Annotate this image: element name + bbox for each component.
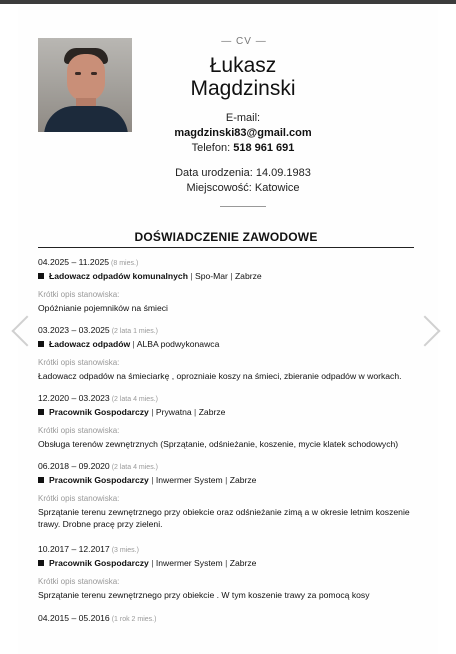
entry-dates [38, 393, 418, 403]
entry-date-range: 04.2025 – 11.2025 [38, 257, 110, 267]
entry-title: Pracownik Gospodarczy [49, 475, 149, 485]
entry-duration: (3 mies.) [111, 547, 139, 554]
cv-tag: — CV — [221, 36, 267, 47]
entry-job-line: Ładowacz odpadów | ALBA podwykonawca [38, 339, 418, 349]
last-name: Magdzinski [190, 77, 296, 100]
entry-duration: (2 lata 1 mies.) [111, 328, 158, 335]
entry-place: Zabrze [229, 475, 257, 485]
experience-entry [38, 325, 418, 382]
entry-desc-label: Krótki opis stanowiska: [38, 358, 120, 367]
entry-dates [38, 257, 418, 267]
entry-desc-label: Krótki opis stanowiska: [38, 494, 120, 503]
bullet-square-icon [38, 273, 44, 279]
entry-desc: Opóżnianie pojemników na śmieci [38, 303, 168, 313]
entry-desc-label: Krótki opis stanowiska: [38, 577, 120, 586]
entry-title: Pracownik Gospodarczy [49, 558, 149, 568]
bullet-square-icon [38, 477, 44, 483]
entry-job-line: Pracownik Gospodarczy | Prywatna | Zabrze [38, 407, 418, 417]
entry-date-range: 04.2015 – 05.2016 [38, 613, 110, 623]
entry-title: Ładowacz odpadów [49, 339, 131, 349]
entry-date-range: 03.2023 – 03.2025 [38, 325, 110, 335]
entry-desc-label: Krótki opis stanowiska: [38, 426, 120, 435]
date-of-birth: Data urodzenia: 14.09.1983 [175, 167, 311, 179]
email-label: E-mail: [225, 112, 261, 124]
entry-company: Inwermer System [155, 558, 223, 568]
entry-company: ALBA podwykonawca [136, 339, 220, 349]
section-divider [38, 247, 414, 248]
entry-title: Pracownik Gospodarczy [49, 407, 149, 417]
experience-entry [38, 393, 418, 450]
top-frame-bar [0, 0, 456, 4]
email-value: magdzinski83@gmail.com [174, 127, 312, 139]
entry-job-line: Pracownik Gospodarczy | Inwermer System | Zabrze [38, 558, 418, 568]
entry-place: Zabrze [229, 558, 257, 568]
entry-desc: Sprzątanie terenu zewnętrznego przy obiekcie oraz odśnieżanie zimą a w okresie letnim koszenie trawy. Drobne pracę przy zieleni. [38, 507, 410, 529]
bullet-square-icon [38, 560, 44, 566]
bullet-square-icon [38, 409, 44, 415]
entry-desc: Ładowacz odpadów na śmieciarkę , oprozniaie koszy na śmieci, zbieranie odpadów w workach. [38, 371, 402, 381]
experience-entry [38, 257, 418, 314]
experience-entry [38, 461, 418, 530]
entry-duration: (2 lata 4 mies.) [111, 464, 158, 471]
entry-job-line: Pracownik Gospodarczy | Inwermer System | Zabrze [38, 475, 418, 485]
entry-desc: Sprzątanie terenu zewnętrznego przy obiekcie . W tym koszenie trawy za pomocą kosy [38, 590, 370, 600]
entry-dates [38, 544, 418, 554]
profile-photo [38, 38, 132, 132]
entry-desc-label: Krótki opis stanowiska: [38, 290, 120, 299]
entry-desc: Obsługa terenów zewnętrznych (Sprzątanie, odśnieżanie, koszenie, mycie klatek schodowych) [38, 439, 399, 449]
entry-duration: (8 mies.) [111, 260, 139, 267]
phone-label: Telefon: [191, 142, 231, 154]
entry-title: Ładowacz odpadów komunalnych [49, 271, 188, 281]
entry-duration: (2 lata 4 mies.) [111, 396, 158, 403]
entry-dates [38, 325, 418, 335]
entry-company: Prywatna [155, 407, 192, 417]
phone-line [153, 142, 333, 154]
bullet-square-icon [38, 341, 44, 347]
entry-job-line: Ładowacz odpadów komunalnych | Spo-Mar | Zabrze [38, 271, 418, 281]
entry-date-range: 06.2018 – 09.2020 [38, 461, 110, 471]
full-name [153, 54, 333, 100]
experience-entry [38, 613, 418, 623]
entry-dates [38, 613, 418, 623]
first-name: Łukasz [209, 54, 277, 77]
phone-value: 518 961 691 [233, 142, 295, 154]
entry-date-range: 12.2020 – 03.2023 [38, 393, 110, 403]
experience-entry [38, 544, 418, 601]
entry-dates [38, 461, 418, 471]
cv-page [18, 6, 438, 654]
header-divider [220, 206, 266, 207]
entry-duration: (1 rok 2 mies.) [111, 616, 157, 623]
section-title: DOŚWIADCZENIE ZAWODOWE [134, 230, 318, 244]
entry-date-range: 10.2017 – 12.2017 [38, 544, 110, 554]
entry-company: Inwermer System [155, 475, 223, 485]
city: Miejscowość: Katowice [186, 182, 300, 194]
entry-place: Zabrze [234, 271, 262, 281]
entry-place: Zabrze [198, 407, 226, 417]
entry-company: Spo-Mar [194, 271, 228, 281]
